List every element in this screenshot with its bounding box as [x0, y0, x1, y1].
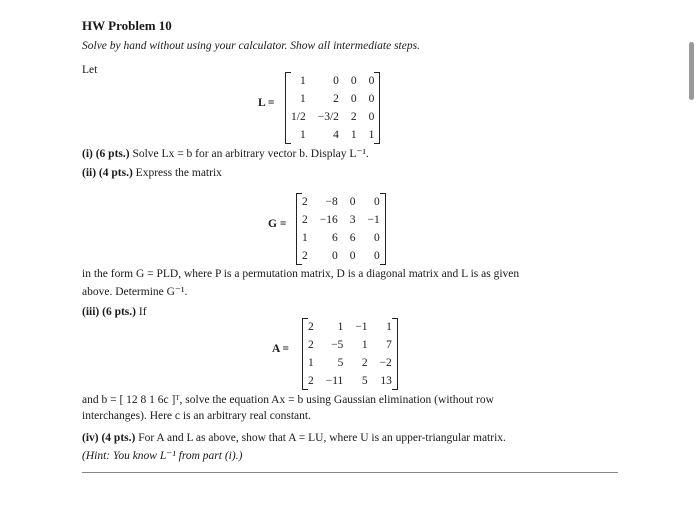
- part-1-text: Solve Lx = b for an arbitrary vector b. Display L⁻¹.: [132, 148, 369, 160]
- matrix-entry: −11: [325, 375, 344, 387]
- problem-title: HW Problem 10: [82, 18, 172, 33]
- matrix-entry: 7: [386, 339, 392, 351]
- matrix-entry: 3: [349, 214, 356, 226]
- scrollbar-thumb[interactable]: [689, 42, 694, 100]
- part-3-label: (iii) (6 pts.): [82, 306, 136, 318]
- matrix-row: [296, 229, 386, 247]
- matrix-entry: 0: [350, 93, 357, 105]
- matrix-entry: 4: [333, 129, 339, 141]
- matrix-row: [296, 193, 386, 211]
- matrix-row: [285, 108, 380, 126]
- matrix-entry: 2: [302, 214, 308, 226]
- matrix-entry: −3/2: [317, 111, 339, 123]
- matrix-entry: −1: [355, 321, 368, 333]
- matrix-row: [296, 211, 386, 229]
- part-4: [82, 432, 506, 444]
- matrix-entry: 5: [337, 357, 344, 369]
- matrix-L-label: L =: [258, 97, 275, 109]
- part-3: [82, 306, 147, 318]
- matrix-row: [296, 247, 386, 265]
- matrix-entry: 2: [302, 250, 308, 262]
- part-3-text: If: [138, 306, 147, 318]
- matrix-entry: 0: [374, 232, 380, 244]
- matrix-entry: 0: [374, 196, 380, 208]
- part-2-continuation-2: above. Determine G⁻¹.: [82, 286, 188, 298]
- part-3-continuation: and b = [ 12 8 1 6c ]ᵀ, solve the equation Ax = b using Gaussian elimination (without row: [82, 394, 494, 406]
- matrix-entry: −2: [379, 357, 392, 369]
- instructions: Solve by hand without using your calculator. Show all intermediate steps.: [82, 40, 420, 52]
- matrix-row: [302, 372, 398, 390]
- matrix-L: [285, 72, 380, 144]
- part-2-text: Express the matrix: [135, 167, 222, 179]
- matrix-row: [302, 354, 398, 372]
- matrix-entry: 1/2: [291, 111, 306, 123]
- matrix-entry: 0: [350, 75, 357, 87]
- matrix-entry: 0: [349, 196, 356, 208]
- matrix-A-label: A =: [272, 343, 290, 355]
- matrix-G: [296, 193, 386, 265]
- part-4-label: (iv) (4 pts.): [82, 432, 136, 444]
- matrix-entry: 1: [350, 129, 357, 141]
- divider-line: [82, 472, 618, 473]
- part-2: [82, 167, 222, 179]
- matrix-entry: 1: [368, 129, 375, 141]
- matrix-row: [285, 72, 380, 90]
- matrix-A: [302, 318, 398, 390]
- matrix-entry: 0: [333, 75, 339, 87]
- matrix-entry: 0: [332, 250, 338, 262]
- matrix-entry: 6: [349, 232, 356, 244]
- matrix-entry: 0: [368, 93, 375, 105]
- matrix-entry: 1: [337, 321, 344, 333]
- matrix-entry: 1: [299, 93, 306, 105]
- matrix-entry: 2: [333, 93, 339, 105]
- matrix-entry: 1: [308, 357, 314, 369]
- matrix-entry: 1: [361, 339, 368, 351]
- matrix-entry: 2: [302, 196, 308, 208]
- matrix-entry: 2: [308, 321, 314, 333]
- matrix-entry: 0: [368, 75, 375, 87]
- matrix-row: [302, 336, 398, 354]
- matrix-entry: 1: [386, 321, 392, 333]
- part-1-label: (i) (6 pts.): [82, 148, 130, 160]
- matrix-entry: 1: [302, 232, 308, 244]
- matrix-row: [302, 318, 398, 336]
- matrix-entry: −1: [367, 214, 380, 226]
- part-1: [82, 146, 369, 160]
- matrix-entry: −16: [319, 214, 338, 226]
- part-2-label: (ii) (4 pts.): [82, 167, 133, 179]
- part-4-text: For A and L as above, show that A = LU, where U is an upper-triangular matrix.: [138, 432, 506, 444]
- let-text: Let: [82, 64, 98, 76]
- part-4-hint: (Hint: You know L⁻¹ from part (i).): [82, 450, 243, 462]
- part-2-continuation: in the form G = PLD, where P is a permutation matrix, D is a diagonal matrix and L is as given: [82, 268, 520, 280]
- matrix-row: [285, 126, 380, 144]
- matrix-entry: 0: [368, 111, 375, 123]
- matrix-entry: 2: [308, 339, 314, 351]
- part-3-continuation-2: interchanges). Here c is an arbitrary real constant.: [82, 410, 311, 422]
- matrix-entry: 0: [349, 250, 356, 262]
- matrix-entry: 2: [308, 375, 314, 387]
- matrix-entry: 6: [332, 232, 338, 244]
- matrix-entry: −5: [331, 339, 344, 351]
- matrix-entry: 2: [350, 111, 357, 123]
- matrix-entry: 1: [299, 129, 306, 141]
- matrix-row: [285, 90, 380, 108]
- matrix-entry: 2: [361, 357, 368, 369]
- matrix-entry: 1: [299, 75, 306, 87]
- matrix-entry: −8: [325, 196, 338, 208]
- matrix-entry: 5: [361, 375, 368, 387]
- matrix-G-label: G =: [268, 218, 287, 230]
- matrix-entry: 13: [380, 375, 392, 387]
- matrix-entry: 0: [374, 250, 380, 262]
